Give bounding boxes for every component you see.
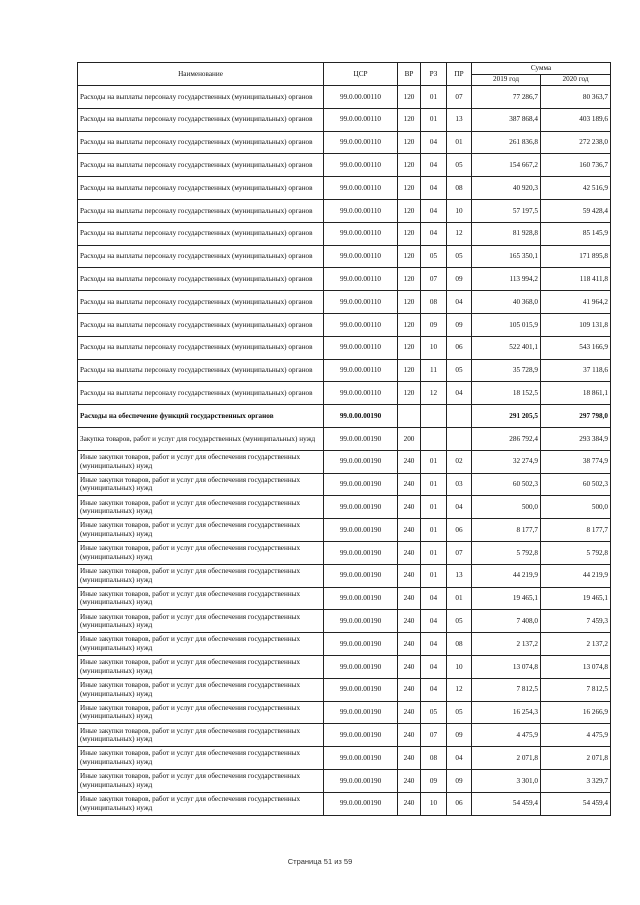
cell-sum-2019: 44 219,9 <box>472 564 541 587</box>
cell-pr: 04 <box>447 496 472 519</box>
cell-sum-2020: 2 137,2 <box>541 633 611 656</box>
cell-sum-2020: 8 177,7 <box>541 519 611 542</box>
cell-pr: 05 <box>447 245 472 268</box>
cell-sum-2020: 109 131,8 <box>541 313 611 336</box>
cell-csr: 99.0.00.00190 <box>324 792 398 815</box>
table-row <box>78 701 611 724</box>
cell-sum-2020: 2 071,8 <box>541 747 611 770</box>
cell-sum-2020: 85 145,9 <box>541 222 611 245</box>
cell-rz: 04 <box>421 154 447 177</box>
cell-rz: 04 <box>421 655 447 678</box>
cell-sum-2019: 154 667,2 <box>472 154 541 177</box>
page-number: Страница 51 из 59 <box>287 857 353 866</box>
cell-sum-2020: 5 792,8 <box>541 541 611 564</box>
header-rz: РЗ <box>421 63 447 86</box>
cell-vr: 240 <box>398 473 421 496</box>
cell-sum-2019: 165 350,1 <box>472 245 541 268</box>
cell-name: Иные закупки товаров, работ и услуг для обеспечения государственных (муниципальных) нужд <box>78 519 324 542</box>
table-body <box>78 86 611 816</box>
cell-vr: 240 <box>398 541 421 564</box>
cell-rz <box>421 427 447 450</box>
cell-vr: 120 <box>398 359 421 382</box>
table-row <box>78 792 611 815</box>
table-row <box>78 633 611 656</box>
cell-name: Иные закупки товаров, работ и услуг для обеспечения государственных (муниципальных) нужд <box>78 747 324 770</box>
cell-rz: 10 <box>421 792 447 815</box>
cell-sum-2019: 291 205,5 <box>472 405 541 428</box>
cell-vr: 120 <box>398 177 421 200</box>
cell-vr: 240 <box>398 564 421 587</box>
cell-sum-2020: 160 736,7 <box>541 154 611 177</box>
cell-pr: 07 <box>447 541 472 564</box>
cell-csr: 99.0.00.00110 <box>324 177 398 200</box>
table-row <box>78 108 611 131</box>
cell-rz: 01 <box>421 496 447 519</box>
table-row <box>78 678 611 701</box>
cell-sum-2019: 54 459,4 <box>472 792 541 815</box>
cell-sum-2019: 19 465,1 <box>472 587 541 610</box>
cell-csr: 99.0.00.00110 <box>324 336 398 359</box>
cell-vr <box>398 405 421 428</box>
cell-vr: 120 <box>398 108 421 131</box>
cell-csr: 99.0.00.00110 <box>324 108 398 131</box>
header-csr: ЦСР <box>324 63 398 86</box>
cell-rz: 09 <box>421 313 447 336</box>
table-row <box>78 199 611 222</box>
cell-sum-2020: 60 502,3 <box>541 473 611 496</box>
cell-name: Иные закупки товаров, работ и услуг для обеспечения государственных (муниципальных) нужд <box>78 473 324 496</box>
cell-sum-2020: 19 465,1 <box>541 587 611 610</box>
cell-sum-2020: 272 238,0 <box>541 131 611 154</box>
cell-rz: 01 <box>421 519 447 542</box>
table-row <box>78 473 611 496</box>
cell-vr: 240 <box>398 701 421 724</box>
cell-pr: 06 <box>447 336 472 359</box>
cell-csr: 99.0.00.00190 <box>324 633 398 656</box>
cell-vr: 120 <box>398 154 421 177</box>
cell-name: Расходы на выплаты персоналу государственных (муниципальных) органов <box>78 154 324 177</box>
cell-sum-2019: 3 301,0 <box>472 769 541 792</box>
cell-vr: 120 <box>398 245 421 268</box>
cell-sum-2019: 81 928,8 <box>472 222 541 245</box>
cell-pr: 08 <box>447 633 472 656</box>
cell-rz: 07 <box>421 268 447 291</box>
cell-pr: 04 <box>447 747 472 770</box>
table-row <box>78 382 611 405</box>
cell-sum-2019: 113 994,2 <box>472 268 541 291</box>
cell-csr: 99.0.00.00190 <box>324 724 398 747</box>
table-row <box>78 724 611 747</box>
cell-pr <box>447 427 472 450</box>
cell-pr: 01 <box>447 131 472 154</box>
cell-sum-2019: 13 074,8 <box>472 655 541 678</box>
table-row <box>78 268 611 291</box>
budget-table <box>77 62 611 816</box>
cell-sum-2019: 5 792,8 <box>472 541 541 564</box>
cell-rz: 01 <box>421 108 447 131</box>
table-row <box>78 747 611 770</box>
cell-rz: 01 <box>421 564 447 587</box>
cell-sum-2019: 40 368,0 <box>472 291 541 314</box>
table-row <box>78 519 611 542</box>
cell-vr: 240 <box>398 610 421 633</box>
header-name: Наименование <box>78 63 324 86</box>
table-row <box>78 245 611 268</box>
cell-name: Иные закупки товаров, работ и услуг для обеспечения государственных (муниципальных) нужд <box>78 610 324 633</box>
cell-sum-2020: 13 074,8 <box>541 655 611 678</box>
table-row <box>78 655 611 678</box>
cell-pr: 07 <box>447 86 472 109</box>
cell-vr: 240 <box>398 450 421 473</box>
cell-name: Расходы на выплаты персоналу государственных (муниципальных) органов <box>78 382 324 405</box>
cell-csr: 99.0.00.00190 <box>324 541 398 564</box>
cell-rz: 10 <box>421 336 447 359</box>
cell-vr: 120 <box>398 382 421 405</box>
cell-sum-2019: 7 408,0 <box>472 610 541 633</box>
cell-name: Иные закупки товаров, работ и услуг для обеспечения государственных (муниципальных) нужд <box>78 587 324 610</box>
cell-rz: 09 <box>421 769 447 792</box>
cell-vr: 240 <box>398 519 421 542</box>
cell-rz: 04 <box>421 131 447 154</box>
cell-sum-2019: 2 137,2 <box>472 633 541 656</box>
cell-sum-2020: 293 384,9 <box>541 427 611 450</box>
cell-rz: 11 <box>421 359 447 382</box>
cell-name: Расходы на выплаты персоналу государственных (муниципальных) органов <box>78 245 324 268</box>
table-row <box>78 405 611 428</box>
cell-csr: 99.0.00.00110 <box>324 382 398 405</box>
cell-pr: 05 <box>447 154 472 177</box>
cell-name: Закупка товаров, работ и услуг для государственных (муниципальных) нужд <box>78 427 324 450</box>
cell-name: Расходы на выплаты персоналу государственных (муниципальных) органов <box>78 108 324 131</box>
cell-name: Расходы на выплаты персоналу государственных (муниципальных) органов <box>78 86 324 109</box>
cell-csr: 99.0.00.00110 <box>324 291 398 314</box>
cell-vr: 240 <box>398 587 421 610</box>
cell-sum-2020: 7 812,5 <box>541 678 611 701</box>
cell-csr: 99.0.00.00190 <box>324 610 398 633</box>
cell-csr: 99.0.00.00190 <box>324 473 398 496</box>
cell-name: Иные закупки товаров, работ и услуг для обеспечения государственных (муниципальных) нужд <box>78 496 324 519</box>
cell-csr: 99.0.00.00190 <box>324 564 398 587</box>
cell-rz: 04 <box>421 633 447 656</box>
cell-name: Расходы на выплаты персоналу государственных (муниципальных) органов <box>78 336 324 359</box>
cell-sum-2020: 118 411,8 <box>541 268 611 291</box>
cell-rz: 12 <box>421 382 447 405</box>
cell-sum-2020: 37 118,6 <box>541 359 611 382</box>
cell-name: Иные закупки товаров, работ и услуг для обеспечения государственных (муниципальных) нужд <box>78 655 324 678</box>
cell-name: Расходы на выплаты персоналу государственных (муниципальных) органов <box>78 313 324 336</box>
cell-sum-2020: 38 774,9 <box>541 450 611 473</box>
cell-rz: 01 <box>421 86 447 109</box>
cell-pr: 12 <box>447 678 472 701</box>
cell-csr: 99.0.00.00190 <box>324 769 398 792</box>
cell-rz: 05 <box>421 701 447 724</box>
cell-vr: 240 <box>398 747 421 770</box>
cell-csr: 99.0.00.00190 <box>324 747 398 770</box>
cell-pr: 04 <box>447 291 472 314</box>
cell-rz: 04 <box>421 177 447 200</box>
cell-pr: 01 <box>447 587 472 610</box>
cell-sum-2019: 35 728,9 <box>472 359 541 382</box>
cell-sum-2019: 32 274,9 <box>472 450 541 473</box>
cell-name: Расходы на обеспечение функций государственных органов <box>78 405 324 428</box>
cell-csr: 99.0.00.00190 <box>324 655 398 678</box>
cell-csr: 99.0.00.00190 <box>324 519 398 542</box>
cell-sum-2019: 500,0 <box>472 496 541 519</box>
header-vr: ВР <box>398 63 421 86</box>
cell-pr: 09 <box>447 769 472 792</box>
header-pr: ПР <box>447 63 472 86</box>
cell-vr: 240 <box>398 496 421 519</box>
cell-rz <box>421 405 447 428</box>
cell-vr: 120 <box>398 291 421 314</box>
cell-name: Иные закупки товаров, работ и услуг для обеспечения государственных (муниципальных) нужд <box>78 792 324 815</box>
cell-csr: 99.0.00.00110 <box>324 222 398 245</box>
cell-name: Иные закупки товаров, работ и услуг для обеспечения государственных (муниципальных) нужд <box>78 724 324 747</box>
cell-pr: 10 <box>447 199 472 222</box>
cell-name: Иные закупки товаров, работ и услуг для обеспечения государственных (муниципальных) нужд <box>78 633 324 656</box>
cell-csr: 99.0.00.00110 <box>324 313 398 336</box>
table-row <box>78 450 611 473</box>
cell-sum-2019: 4 475,9 <box>472 724 541 747</box>
cell-csr: 99.0.00.00190 <box>324 678 398 701</box>
cell-csr: 99.0.00.00110 <box>324 245 398 268</box>
cell-csr: 99.0.00.00110 <box>324 86 398 109</box>
table-row <box>78 496 611 519</box>
cell-sum-2020: 4 475,9 <box>541 724 611 747</box>
cell-sum-2020: 44 219,9 <box>541 564 611 587</box>
cell-csr: 99.0.00.00110 <box>324 359 398 382</box>
cell-vr: 240 <box>398 678 421 701</box>
cell-rz: 04 <box>421 222 447 245</box>
cell-sum-2020: 297 798,0 <box>541 405 611 428</box>
cell-rz: 01 <box>421 473 447 496</box>
cell-name: Расходы на выплаты персоналу государственных (муниципальных) органов <box>78 131 324 154</box>
cell-csr: 99.0.00.00190 <box>324 496 398 519</box>
cell-csr: 99.0.00.00190 <box>324 405 398 428</box>
cell-rz: 08 <box>421 291 447 314</box>
cell-csr: 99.0.00.00190 <box>324 450 398 473</box>
table-row <box>78 359 611 382</box>
table-row <box>78 313 611 336</box>
cell-pr: 12 <box>447 222 472 245</box>
cell-pr: 09 <box>447 268 472 291</box>
cell-sum-2019: 387 868,4 <box>472 108 541 131</box>
cell-csr: 99.0.00.00190 <box>324 587 398 610</box>
cell-rz: 04 <box>421 678 447 701</box>
cell-sum-2020: 500,0 <box>541 496 611 519</box>
cell-name: Иные закупки товаров, работ и услуг для обеспечения государственных (муниципальных) нужд <box>78 450 324 473</box>
cell-sum-2020: 18 861,1 <box>541 382 611 405</box>
cell-vr: 120 <box>398 86 421 109</box>
cell-rz: 05 <box>421 245 447 268</box>
cell-sum-2019: 261 836,8 <box>472 131 541 154</box>
cell-vr: 240 <box>398 769 421 792</box>
cell-pr <box>447 405 472 428</box>
cell-vr: 120 <box>398 268 421 291</box>
cell-vr: 240 <box>398 633 421 656</box>
cell-sum-2019: 16 254,3 <box>472 701 541 724</box>
table-row <box>78 564 611 587</box>
cell-sum-2019: 105 015,9 <box>472 313 541 336</box>
cell-sum-2019: 40 920,3 <box>472 177 541 200</box>
cell-sum-2020: 42 516,9 <box>541 177 611 200</box>
cell-rz: 01 <box>421 541 447 564</box>
cell-pr: 05 <box>447 359 472 382</box>
cell-sum-2020: 80 363,7 <box>541 86 611 109</box>
cell-vr: 120 <box>398 199 421 222</box>
cell-pr: 05 <box>447 701 472 724</box>
header-sum: Сумма <box>472 63 611 75</box>
cell-csr: 99.0.00.00110 <box>324 131 398 154</box>
cell-name: Иные закупки товаров, работ и услуг для обеспечения государственных (муниципальных) нужд <box>78 541 324 564</box>
cell-csr: 99.0.00.00110 <box>324 199 398 222</box>
cell-pr: 09 <box>447 724 472 747</box>
cell-sum-2019: 2 071,8 <box>472 747 541 770</box>
cell-sum-2019: 18 152,5 <box>472 382 541 405</box>
table-row <box>78 336 611 359</box>
cell-name: Расходы на выплаты персоналу государственных (муниципальных) органов <box>78 268 324 291</box>
cell-sum-2020: 7 459,3 <box>541 610 611 633</box>
cell-csr: 99.0.00.00190 <box>324 427 398 450</box>
cell-vr: 240 <box>398 655 421 678</box>
cell-rz: 08 <box>421 747 447 770</box>
header-year-2020: 2020 год <box>541 74 611 86</box>
cell-name: Расходы на выплаты персоналу государственных (муниципальных) органов <box>78 199 324 222</box>
cell-sum-2020: 41 964,2 <box>541 291 611 314</box>
cell-sum-2019: 7 812,5 <box>472 678 541 701</box>
cell-csr: 99.0.00.00110 <box>324 154 398 177</box>
cell-sum-2019: 77 286,7 <box>472 86 541 109</box>
table-row <box>78 86 611 109</box>
cell-sum-2020: 16 266,9 <box>541 701 611 724</box>
header-year-2019: 2019 год <box>472 74 541 86</box>
table-row <box>78 541 611 564</box>
cell-vr: 240 <box>398 724 421 747</box>
table-row <box>78 610 611 633</box>
cell-sum-2019: 522 401,1 <box>472 336 541 359</box>
cell-sum-2020: 543 166,9 <box>541 336 611 359</box>
cell-sum-2020: 3 329,7 <box>541 769 611 792</box>
table-row <box>78 222 611 245</box>
cell-sum-2020: 403 189,6 <box>541 108 611 131</box>
cell-name: Расходы на выплаты персоналу государственных (муниципальных) органов <box>78 291 324 314</box>
cell-pr: 06 <box>447 519 472 542</box>
cell-name: Расходы на выплаты персоналу государственных (муниципальных) органов <box>78 222 324 245</box>
table-row <box>78 131 611 154</box>
cell-rz: 04 <box>421 610 447 633</box>
table-row <box>78 154 611 177</box>
cell-csr: 99.0.00.00110 <box>324 268 398 291</box>
table-row <box>78 769 611 792</box>
table-row <box>78 177 611 200</box>
cell-pr: 03 <box>447 473 472 496</box>
cell-name: Иные закупки товаров, работ и услуг для обеспечения государственных (муниципальных) нужд <box>78 769 324 792</box>
cell-csr: 99.0.00.00190 <box>324 701 398 724</box>
cell-pr: 13 <box>447 108 472 131</box>
cell-rz: 01 <box>421 450 447 473</box>
cell-name: Иные закупки товаров, работ и услуг для обеспечения государственных (муниципальных) нужд <box>78 564 324 587</box>
cell-name: Иные закупки товаров, работ и услуг для обеспечения государственных (муниципальных) нужд <box>78 678 324 701</box>
table-header <box>78 63 611 86</box>
cell-vr: 240 <box>398 792 421 815</box>
cell-pr: 13 <box>447 564 472 587</box>
cell-name: Расходы на выплаты персоналу государственных (муниципальных) органов <box>78 177 324 200</box>
cell-pr: 10 <box>447 655 472 678</box>
cell-pr: 06 <box>447 792 472 815</box>
cell-rz: 07 <box>421 724 447 747</box>
cell-pr: 05 <box>447 610 472 633</box>
cell-sum-2019: 60 502,3 <box>472 473 541 496</box>
cell-rz: 04 <box>421 587 447 610</box>
cell-sum-2020: 59 428,4 <box>541 199 611 222</box>
cell-vr: 200 <box>398 427 421 450</box>
cell-vr: 120 <box>398 313 421 336</box>
cell-pr: 02 <box>447 450 472 473</box>
table-row <box>78 427 611 450</box>
cell-name: Иные закупки товаров, работ и услуг для обеспечения государственных (муниципальных) нужд <box>78 701 324 724</box>
cell-sum-2020: 54 459,4 <box>541 792 611 815</box>
cell-pr: 08 <box>447 177 472 200</box>
cell-vr: 120 <box>398 131 421 154</box>
table-row <box>78 291 611 314</box>
cell-sum-2019: 286 792,4 <box>472 427 541 450</box>
table-row <box>78 587 611 610</box>
cell-vr: 120 <box>398 222 421 245</box>
cell-sum-2019: 57 197,5 <box>472 199 541 222</box>
cell-sum-2019: 8 177,7 <box>472 519 541 542</box>
cell-rz: 04 <box>421 199 447 222</box>
cell-pr: 04 <box>447 382 472 405</box>
cell-pr: 09 <box>447 313 472 336</box>
cell-vr: 120 <box>398 336 421 359</box>
cell-sum-2020: 171 895,8 <box>541 245 611 268</box>
cell-name: Расходы на выплаты персоналу государственных (муниципальных) органов <box>78 359 324 382</box>
